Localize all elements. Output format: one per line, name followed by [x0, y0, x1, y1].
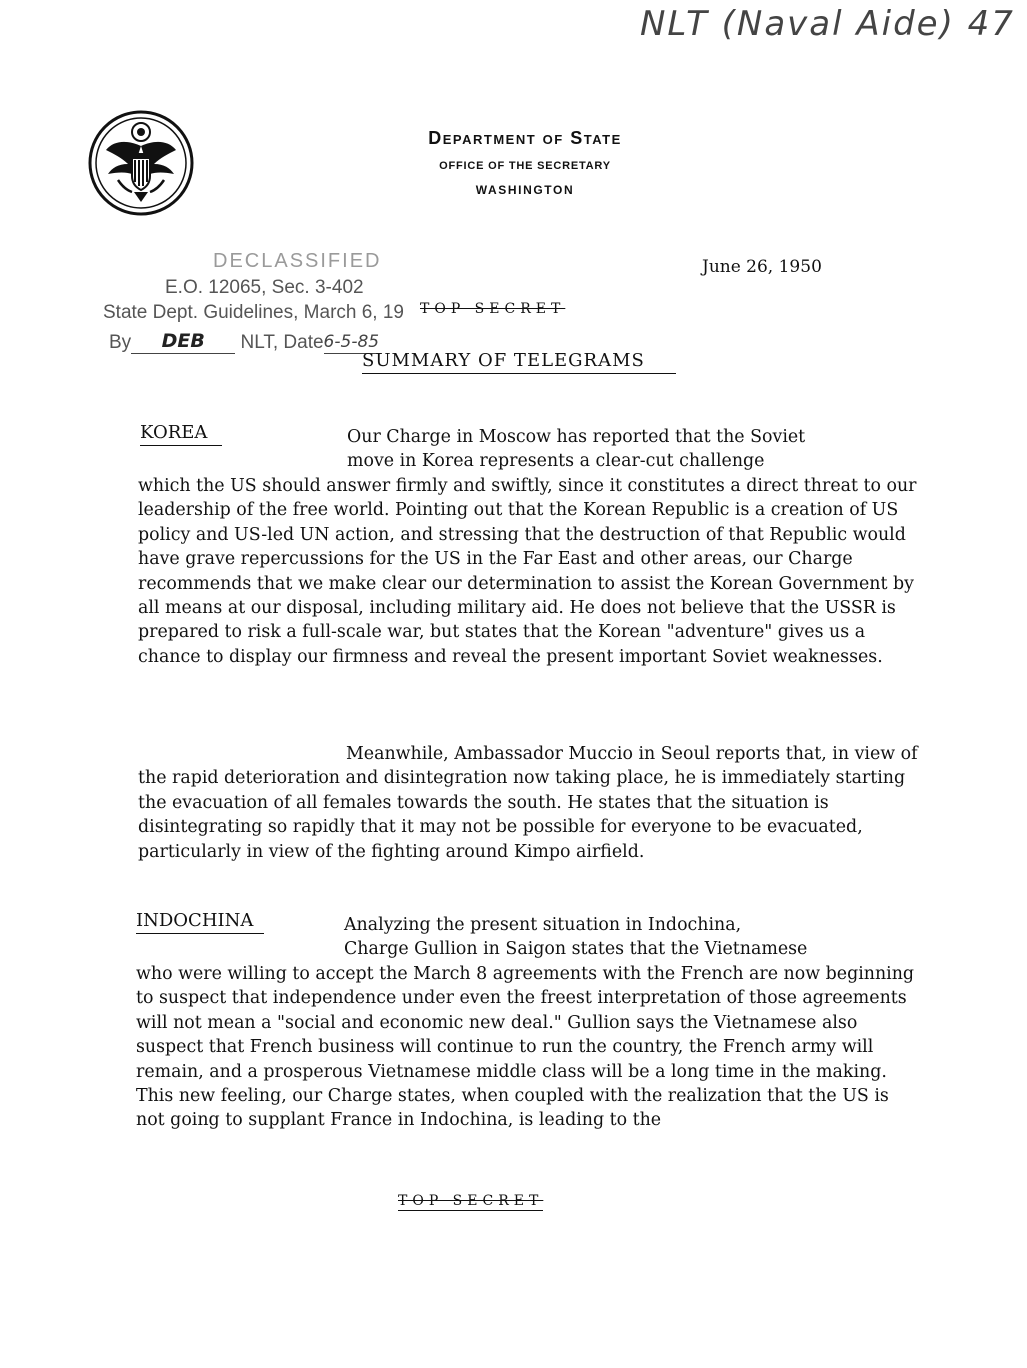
section-label-korea: KOREA	[140, 422, 222, 446]
stamp-initials: DEB	[161, 330, 205, 352]
stamp-nlt-date-label: NLT, Date	[240, 332, 324, 353]
footer-top-secret-marking: TOP SECRET	[398, 1193, 544, 1209]
indochina-lead-text	[344, 913, 807, 962]
stamp-by-prefix: By	[109, 332, 132, 353]
korea-paragraph-1: which the US should answer firmly and swiftly, since it constitutes a direct threat to our leadership of the free world. Pointing out that the Korean Republic is a creation of US policy and US-led UN action, and stressing that the destruction of that Republic would have grave repercussions for the US in the Far East and other areas, our Charge recommends that we make clear our determination to assist the Korean Government by all means at our disposal, including military aid. He does not believe that the USSR is prepared to risk a full-scale war, but states that the Korean "adventure" gives us a chance to display our firmness and reveal the present important Soviet weaknesses.	[138, 476, 917, 667]
indochina-lead-line: Charge Gullion in Saigon states that the Vietnamese	[344, 939, 808, 960]
korea-lead-line: Our Charge in Moscow has reported that the Soviet	[347, 427, 806, 447]
korea-paragraph-2: Meanwhile, Ambassador Muccio in Seoul reports that, in view of the rapid deterioration and disintegration now taking place, he is immediately starting the evacuation of all females towards the south. He states that the situation is disintegrating so rapidly that it may not be possible for everyone to be evacuated, particularly in view of the fighting around Kimpo airfield.	[138, 744, 918, 862]
stamp-by-line	[109, 330, 382, 354]
stamp-heading: DECLASSIFIED	[213, 250, 382, 272]
indochina-lead-line: Analyzing the present situation in Indochina,	[344, 915, 742, 935]
office-line: OFFICE OF THE SECRETARY	[439, 160, 611, 172]
document-date: June 26, 1950	[702, 257, 822, 277]
top-secret-marking: TOP SECRET	[420, 301, 566, 317]
indochina-paragraph-1: who were willing to accept the March 8 agreements with the French are now beginning to suspect that independence under even the freest interpretation of those agreements will not mean a "social and economic new deal." Gullion says the Vietnamese also suspect that French business will continue to run the country, the French army will remain, and a prosperous Vietnamese middle class will be a long time in the making. This new feeling, our Charge states, when coupled with the realization that the US is not going to supplant France in Indochina, is leading to the	[136, 964, 915, 1131]
stamp-guidelines-line: State Dept. Guidelines, March 6, 19	[103, 302, 404, 323]
stamp-date-written: 6-5-85	[323, 332, 380, 352]
korea-lead-line: move in Korea represents a clear-cut challenge	[347, 451, 765, 472]
city-line: WASHINGTON	[475, 183, 575, 197]
section-label-indochina: INDOCHINA	[136, 910, 264, 934]
stamp-initials-blank	[131, 330, 235, 354]
stamp-eo-line: E.O. 12065, Sec. 3-402	[165, 277, 364, 298]
department-title: Department of State	[428, 128, 622, 148]
korea-lead-text	[347, 425, 805, 474]
summary-title: SUMMARY OF TELEGRAMS	[362, 350, 676, 374]
handwritten-annotation: NLT (Naval Aide) 47	[640, 4, 1015, 44]
great-seal-icon	[88, 110, 194, 216]
